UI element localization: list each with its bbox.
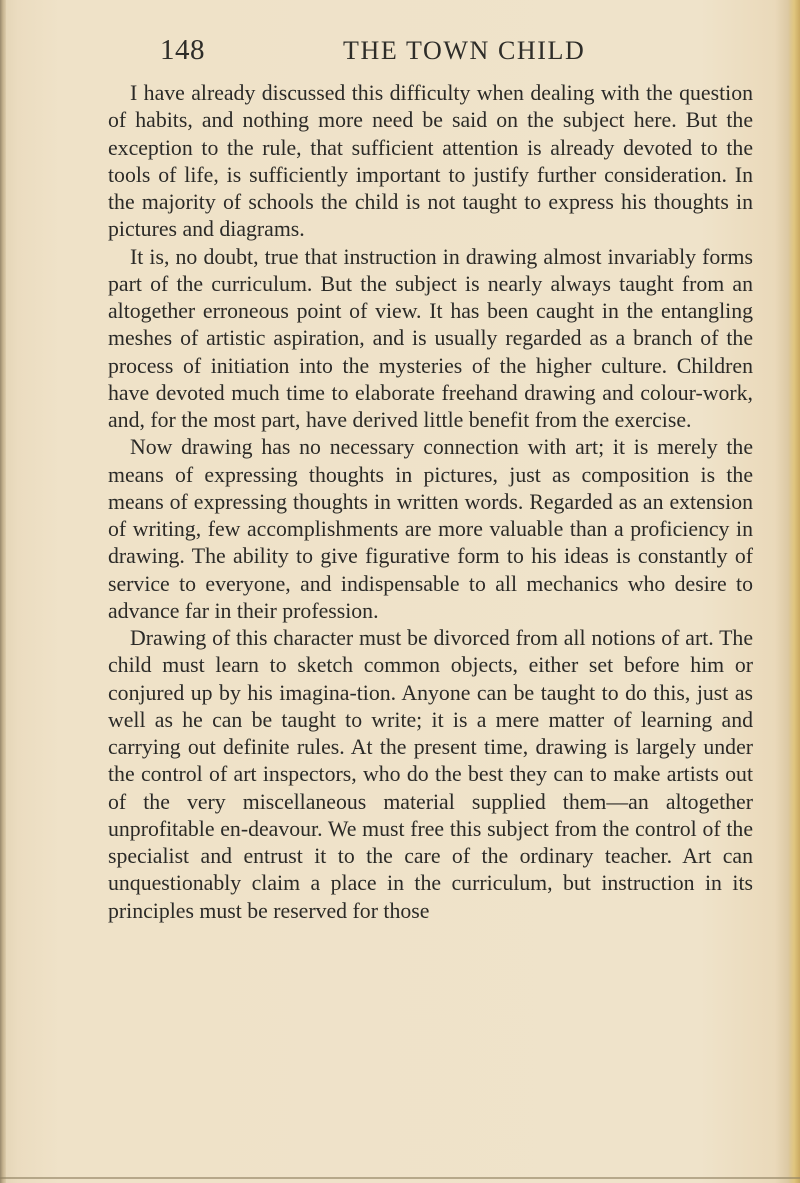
book-title: THE TOWN CHILD — [343, 36, 586, 65]
page-edge-right — [788, 0, 800, 1183]
body-text — [108, 80, 753, 925]
page-number: 148 — [160, 34, 205, 66]
running-head — [0, 28, 800, 72]
paragraph-3: Now drawing has no necessary connection with art; it is merely the means of expressing thoughts in pictures, just as composition is the means of expressing thoughts in written words. Regarded as an extension of writing, few accomplishments are more valuable than a proficiency in drawing. The ability to give figurative form to his ideas is constantly of service to everyone, and indispensable to all mechanics who desire to advance far in their profession. — [108, 435, 753, 623]
paragraph-2: It is, no doubt, true that instruction in drawing almost invariably forms part of the curriculum. But the subject is nearly always taught from an altogether erroneous point of view. It has been caught in the entangling meshes of artistic aspiration, and is usually regarded as a branch of the process of initiation into the mysteries of the higher culture. Children have devoted much time to elaborate freehand drawing and colour-work, and, for the most part, have derived little benefit from the exercise. — [108, 244, 753, 432]
page-bottom-edge — [0, 1177, 800, 1179]
paragraph-1: I have already discussed this difficulty when dealing with the question of habits, and nothing more need be said on the subject here. But the exception to the rule, that sufficient attention is already devoted to the tools of life, is sufficiently important to justify further consideration. In the majority of schools the child is not taught to express his thoughts in pictures and diagrams. — [108, 81, 753, 242]
paragraph-4: Drawing of this character must be divorced from all notions of art. The child must learn to sketch common objects, either set before him or conjured up by his imagina-tion. Anyone can be taught to do this, just as well as he can be taught to write; it is a mere matter of learning and carrying out definite rules. At the present time, drawing is largely under the control of art inspectors, who do the best they can to make artists out of the very miscellaneous material supplied them—an altogether unprofitable en-deavour. We must free this subject from the control of the specialist and entrust it to the care of the ordinary teacher. Art can unquestionably claim a place in the curriculum, but instruction in its principles must be reserved for those — [108, 626, 753, 923]
page-gutter-shadow — [0, 0, 6, 1183]
